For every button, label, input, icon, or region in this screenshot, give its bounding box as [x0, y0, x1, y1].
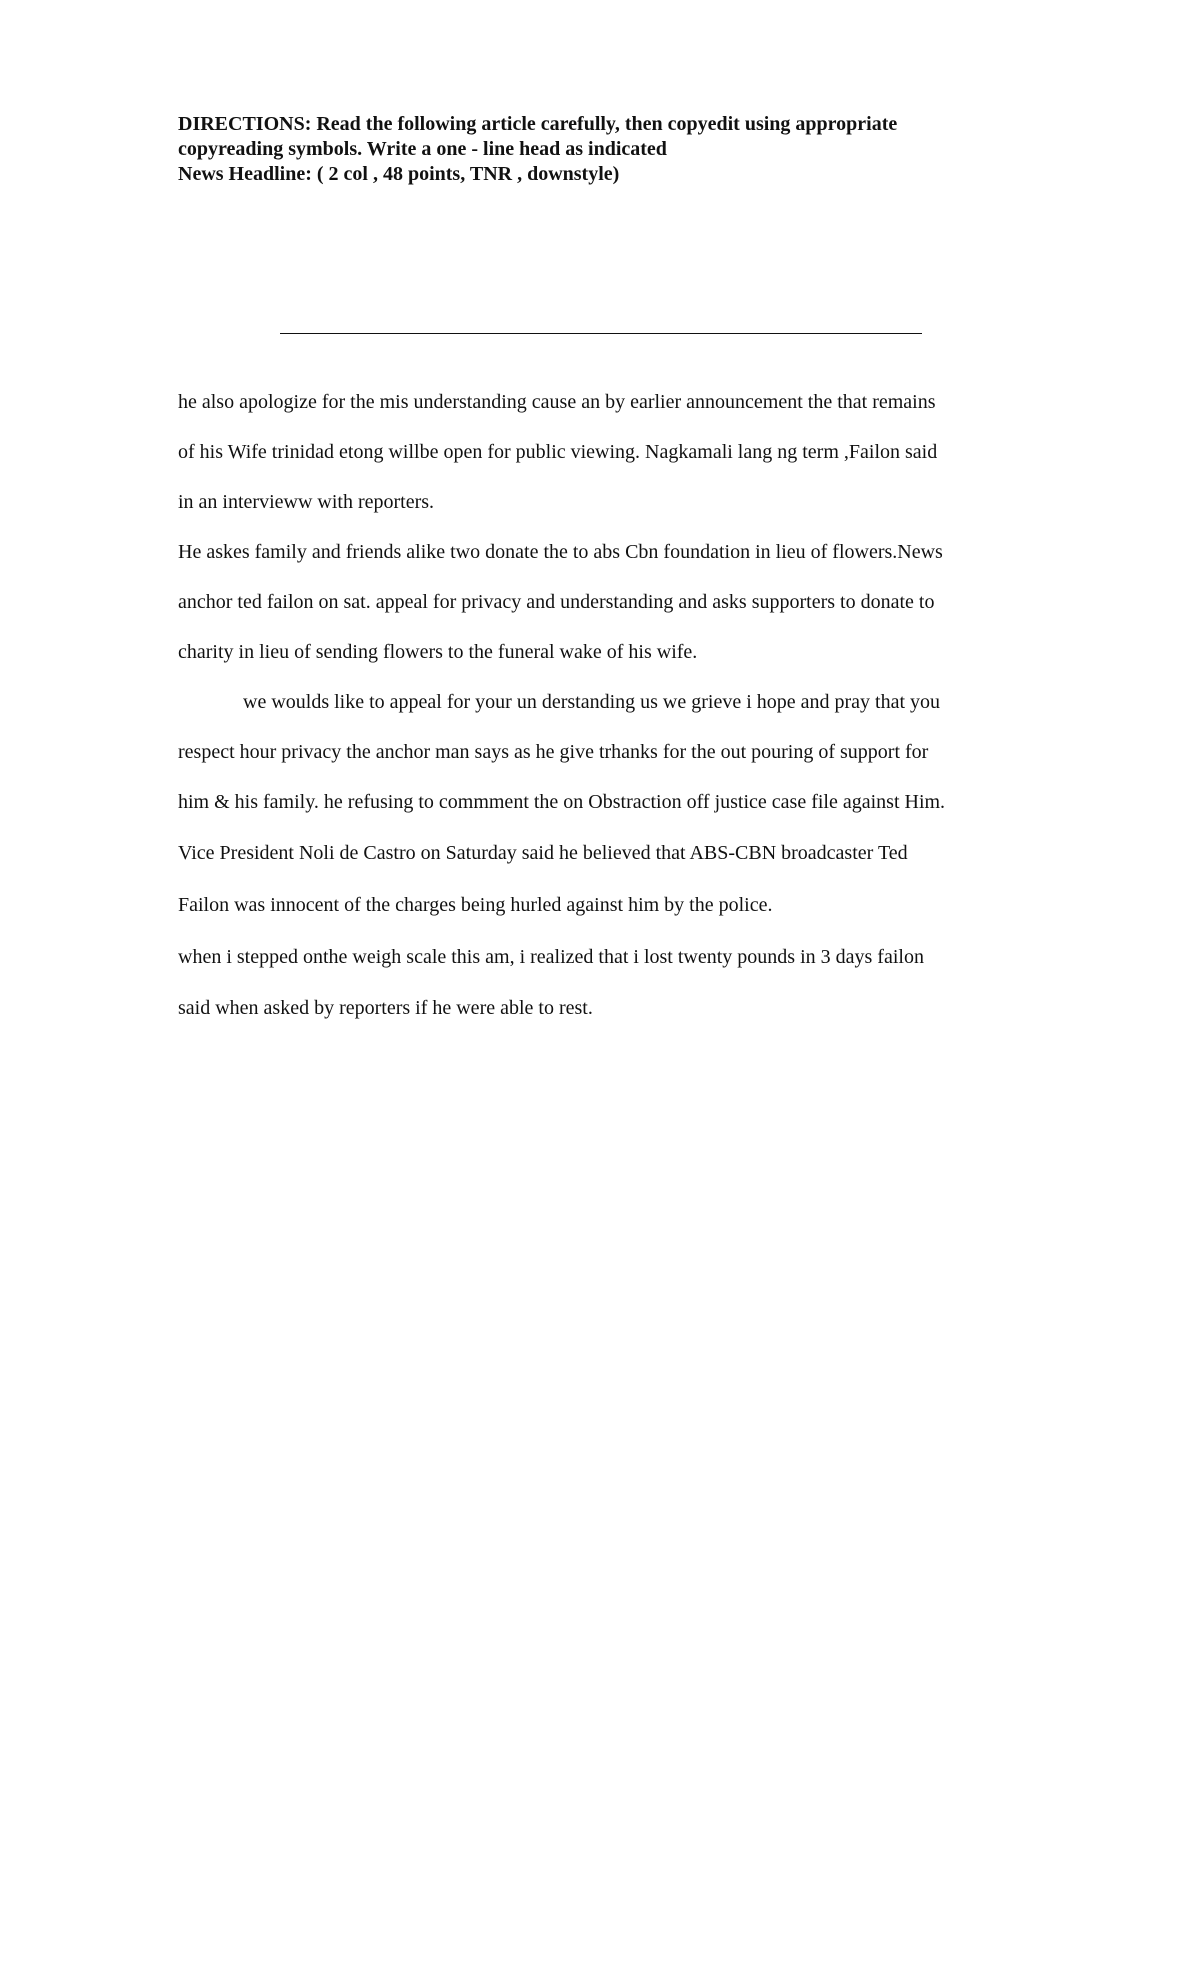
article-line-13: said when asked by reporters if he were able to rest. [178, 997, 593, 1019]
headline-answer-line [280, 333, 922, 334]
article-line-1: he also apologize for the mis understanding cause an by earlier announcement the that remains [178, 391, 936, 413]
article-line-2: of his Wife trinidad etong willbe open for public viewing. Nagkamali lang ng term ,Failon said [178, 441, 938, 463]
directions-line-1: DIRECTIONS: Read the following article carefully, then copyedit using appropriate [178, 113, 898, 135]
article-line-9: him & his family. he refusing to commment the on Obstraction off justice case file against Him. [178, 791, 946, 813]
directions-line-2: copyreading symbols. Write a one - line head as indicated [178, 138, 667, 160]
article-line-4: He askes family and friends alike two donate the to abs Cbn foundation in lieu of flowers.News [178, 541, 943, 563]
article-line-6: charity in lieu of sending flowers to the funeral wake of his wife. [178, 641, 698, 663]
directions-block [178, 112, 1078, 187]
article-line-12: when i stepped onthe weigh scale this am, i realized that i lost twenty pounds in 3 days failon [178, 946, 924, 968]
article-line-5: anchor ted failon on sat. appeal for privacy and understanding and asks supporters to donate to [178, 591, 935, 613]
article-line-3: in an intervieww with reporters. [178, 491, 435, 513]
article-line-7: we woulds like to appeal for your un derstanding us we grieve i hope and pray that you [243, 691, 941, 713]
article-line-8: respect hour privacy the anchor man says as he give trhanks for the out pouring of support for [178, 741, 929, 763]
article-line-10: Vice President Noli de Castro on Saturday said he believed that ABS-CBN broadcaster Ted [178, 842, 908, 864]
article-line-11: Failon was innocent of the charges being hurled against him by the police. [178, 894, 773, 916]
headline-spec: News Headline: ( 2 col , 48 points, TNR , downstyle) [178, 163, 620, 185]
